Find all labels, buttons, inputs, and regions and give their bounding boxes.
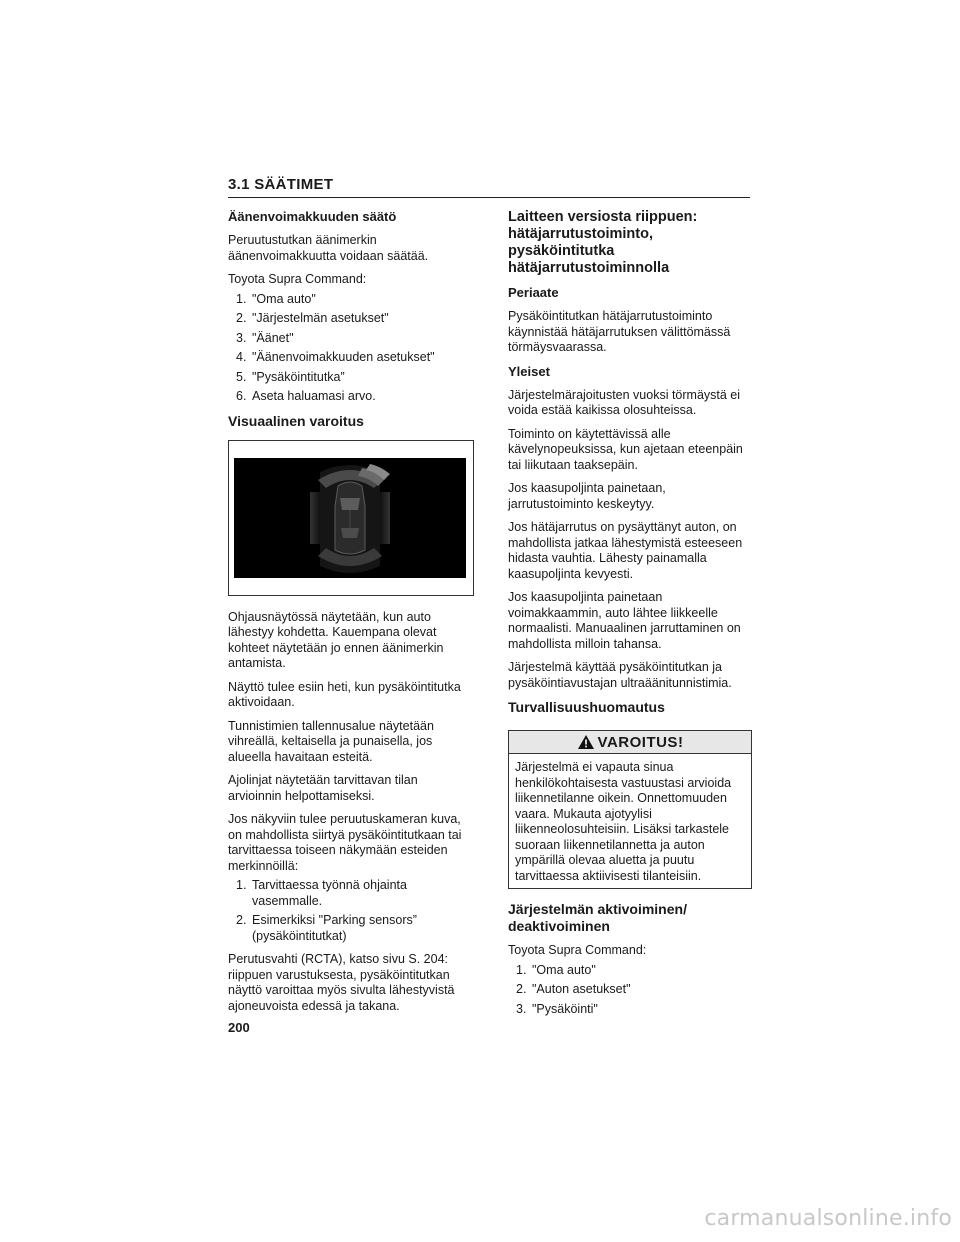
list-item: 1. "Oma auto": [236, 291, 316, 306]
paragraph: Näyttö tulee esiin heti, kun pysäköintitutka aktivoidaan.: [228, 679, 461, 709]
list-item: 5. "Pysäköintitutka”: [236, 369, 345, 384]
warning-title: VAROITUS!: [597, 733, 684, 751]
list-item: 6. Aseta haluamasi arvo.: [236, 389, 376, 403]
paragraph: Ohjausnäytössä näytetään, kun auto lähestyy kohdetta. Kauempana olevat kohteet näytetään jo ennen äänimerkin antamista.: [228, 609, 444, 670]
car-top-view-icon: [234, 458, 466, 578]
paragraph: Järjestelmärajoitusten vuoksi törmäystä ei voida estää kaikissa olosuhteissa.: [508, 387, 741, 417]
visual-warning-heading: Visuaalinen varoitus: [228, 412, 364, 429]
volume-command-label: Toyota Supra Command:: [228, 272, 367, 286]
volume-heading: Äänenvoimakkuuden säätö: [228, 209, 397, 224]
list-item: 2. "Auton asetukset": [516, 982, 631, 996]
list-item: 1. "Oma auto": [516, 962, 596, 977]
activation-heading: Järjestelmän aktivoiminen/ deaktivoiminen: [508, 901, 687, 934]
paragraph: Jos kaasupoljinta painetaan, jarrutustoiminto keskeytyy.: [508, 481, 666, 511]
emergency-brake-heading: Laitteen versiosta riippuen: hätäjarrutustoiminto, pysäköintitutka hätäjarrutustoiminnolla: [508, 209, 698, 276]
parking-sensor-screen: [234, 458, 466, 578]
paragraph: Tunnistimien tallennusalue näytetään vihreällä, keltaisella ja punaisella, jos alueella havaitaan esteitä.: [228, 718, 434, 764]
rcta-paragraph: Perutusvahti (RCTA), katso sivu S. 204: riippuen varustuksesta, pysäköintitutkan näyttö varoittaa myös sivulta lähestyvistä ajoneuvoista edessä ja takana.: [228, 952, 455, 1013]
volume-steps-list: [228, 292, 474, 405]
camera-steps-list: [228, 878, 474, 944]
right-column: [508, 209, 752, 1025]
paragraph: Järjestelmä käyttää pysäköintitutkan ja pysäköintiavustajan ultraäänitunnistimia.: [508, 660, 732, 690]
principle-text: Pysäköintitutkan hätäjarrutustoiminto käynnistää hätäjarrutuksen välittömässä törmäysvaarassa.: [508, 309, 731, 354]
list-item: 2. Esimerkiksi "Parking sensors” (pysäköintitutkat): [236, 913, 417, 943]
list-item: 3. "Pysäköinti": [516, 1001, 598, 1016]
general-heading: Yleiset: [508, 363, 550, 379]
activation-command-label: Toyota Supra Command:: [508, 943, 647, 957]
list-item: 2. "Järjestelmän asetukset": [236, 311, 389, 325]
paragraph: Jos hätäjarrutus on pysäyttänyt auton, on mahdollista jatkaa lähestymistä esteeseen hidasta vauhtia. Lähesty painamalla kaasupoljinta kevyesti.: [508, 520, 743, 581]
watermark: carmanualsonline.info: [704, 1206, 952, 1231]
warning-text: Järjestelmä ei vapauta sinua henkilökohtaisesta vastuustasi arvioida liikennetilanne oikein. Onnettomuuden vaara. Mukauta ajotyylisi liikenneolosuhteisiin. Lisäksi tarkastele suoraan liikennetilannetta ja auton ympärillä olevaa aluetta ja puutu tarvittaessa aktiivisesti tilanteisiin.: [515, 760, 732, 883]
paragraph: Jos kaasupoljinta painetaan voimakkaammin, auto lähtee liikkeelle normaalisti. Manuaalinen jarruttaminen on mahdollista milloin tahansa.: [508, 590, 741, 651]
section-header: 3.1 SÄÄTIMET: [228, 176, 750, 198]
list-item: 4. "Äänenvoimakkuuden asetukset": [236, 350, 435, 364]
paragraph: Ajolinjat näytetään tarvittavan tilan arvioinnin helpottamiseksi.: [228, 773, 418, 803]
left-column: [228, 209, 474, 1022]
parking-sensor-figure: [228, 440, 474, 596]
warning-triangle-icon: [577, 734, 595, 750]
paragraph: Toiminto on käytettävissä alle kävelynopeuksissa, kun ajetaan eteenpäin tai liikutaan taaksepäin.: [508, 426, 743, 472]
warning-box: [508, 730, 752, 889]
warning-header: [509, 731, 751, 754]
volume-intro: Peruutustutkan äänimerkin äänenvoimakkuutta voidaan säätää.: [228, 233, 429, 263]
paragraph: Jos näkyviin tulee peruutuskameran kuva, on mahdollista siirtyä pysäköintitutkaan tai tarvittaessa toiseen näkymään esteiden merkinnöillä:: [228, 812, 462, 873]
safety-heading: Turvallisuushuomautus: [508, 699, 665, 715]
list-item: 3. "Äänet": [236, 330, 294, 345]
list-item: 1. Tarvittaessa työnnä ohjainta vasemmalle.: [236, 878, 407, 908]
activation-steps-list: [508, 963, 752, 1018]
principle-heading: Periaate: [508, 285, 559, 300]
page-number: 200: [228, 1020, 250, 1035]
